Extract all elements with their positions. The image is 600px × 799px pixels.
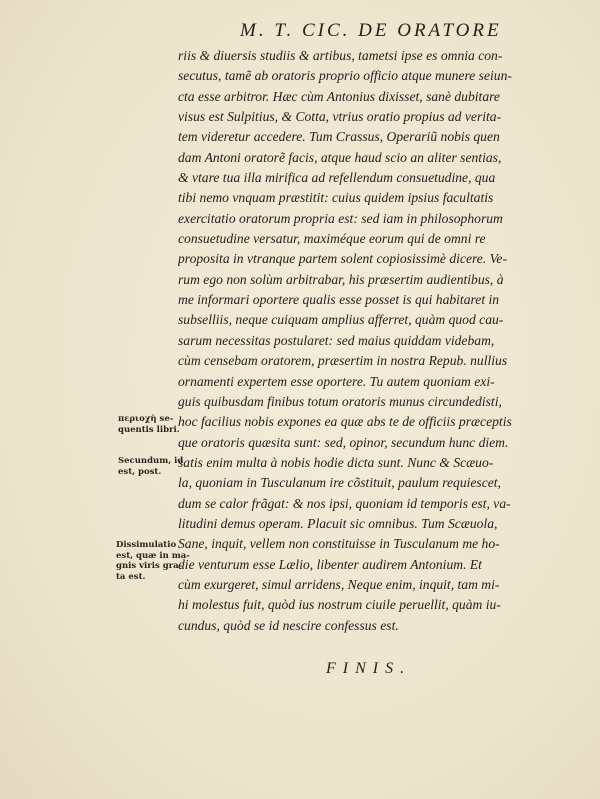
- text-line: cùm exurgeret, simul arridens, Neque enim, inquit, tam mi-: [178, 576, 500, 592]
- text-line: cundus, quòd se id nescire confessus est.: [178, 617, 399, 633]
- text-line: litudini demus operam. Placuit sic omnibus. Tum Scæuola,: [178, 515, 498, 531]
- text-line: hoc facilius nobis expones ea quæ abs te de officiis præceptis: [178, 414, 512, 430]
- text-line: dam Antoni oratorẽ facis, atque haud scio an aliter sentias,: [178, 149, 502, 165]
- text-line: consuetudine versatur, maximéque eorum qui de omni re: [178, 231, 486, 247]
- text-line: me informari oportere qualis esse posset is qui habitaret in: [178, 292, 500, 308]
- text-line: die venturum esse Lælio, libenter audirem Antonium. Et: [178, 556, 482, 572]
- margin-note-secundum: [118, 456, 183, 477]
- margin-note-line: Secundum, id: [118, 456, 184, 466]
- text-line: rum ego non solùm arbitrabar, his præsertim audientibus, à: [178, 271, 504, 287]
- margin-note-line: Dissimulatio: [116, 540, 177, 550]
- main-text-block: [178, 46, 574, 636]
- text-line: satis enim multa à nobis hodie dicta sunt. Nunc & Scæuo-: [178, 454, 494, 470]
- text-line: proposita in vtranque partem solent copiosissimè dicere. Ve-: [178, 251, 507, 267]
- text-line: guis quibusdam finibus totum oratoris munus circundedisti,: [178, 393, 502, 409]
- text-line: ornamenti expertem esse oportere. Tu autem quoniam exi-: [178, 373, 495, 389]
- text-line: tem videretur accedere. Tum Crassus, Operariũ nobis quen: [178, 129, 500, 145]
- text-line: secutus, tamẽ ab oratoris proprio officio atque munere seiun-: [178, 68, 512, 84]
- margin-note-periochi: [118, 414, 180, 435]
- text-line: cta esse arbitror. Hæc cùm Antonius dixisset, sanè dubitare: [178, 88, 500, 104]
- text-line: riis & diuersis studiis & artibus, tametsi ipse es omnia con-: [178, 48, 503, 63]
- margin-note-line: est, post.: [118, 466, 162, 477]
- margin-note-line: quentis libri.: [118, 424, 180, 435]
- margin-note-line: gnis viris gra-: [116, 561, 183, 571]
- text-line: exercitatio oratorum propria est: sed iam in philosophorum: [178, 210, 503, 226]
- running-header: M. T. CIC. DE ORATORE: [240, 20, 502, 41]
- finis-colophon: FINIS.: [326, 660, 412, 677]
- text-line: hi molestus fuit, quòd ius nostrum ciuile peruellit, quàm iu-: [178, 597, 501, 613]
- margin-note-line: est, quæ in ma-: [116, 550, 190, 561]
- text-line: dum se calor frãgat: & nos ipsi, quoniam id temporis est, va-: [178, 495, 511, 511]
- text-line: & vtare tua illa mirifica ad refellendum consuetudine, qua: [178, 170, 496, 186]
- text-line: subselliis, neque cuiquam amplius afferret, quàm quod cau-: [178, 312, 504, 328]
- margin-note-line: ta est.: [116, 571, 146, 582]
- text-line: Sane, inquit, vellem non constituisse in Tusculanum me ho-: [178, 536, 500, 552]
- margin-note-line: περιοχὴ se-: [118, 414, 174, 424]
- text-line: sarum necessitas postularet: sed maius quiddam videbam,: [178, 332, 495, 348]
- text-line: cùm censebam oratorem, præsertim in nostra Repub. nullius: [178, 353, 508, 369]
- text-line: visus est Sulpitius, & Cotta, vtrius oratio propius ad verita-: [178, 109, 502, 125]
- text-line: la, quoniam in Tusculanum ire cõstituit, paulum requiescet,: [178, 475, 501, 491]
- text-line: que oratoris quæsita sunt: sed, opinor, secundum hunc diem.: [178, 434, 509, 450]
- text-line: tibi nemo vnquam præstitit: cuius quidem ipsius facultatis: [178, 190, 494, 206]
- margin-note-dissimulatio: [116, 540, 190, 582]
